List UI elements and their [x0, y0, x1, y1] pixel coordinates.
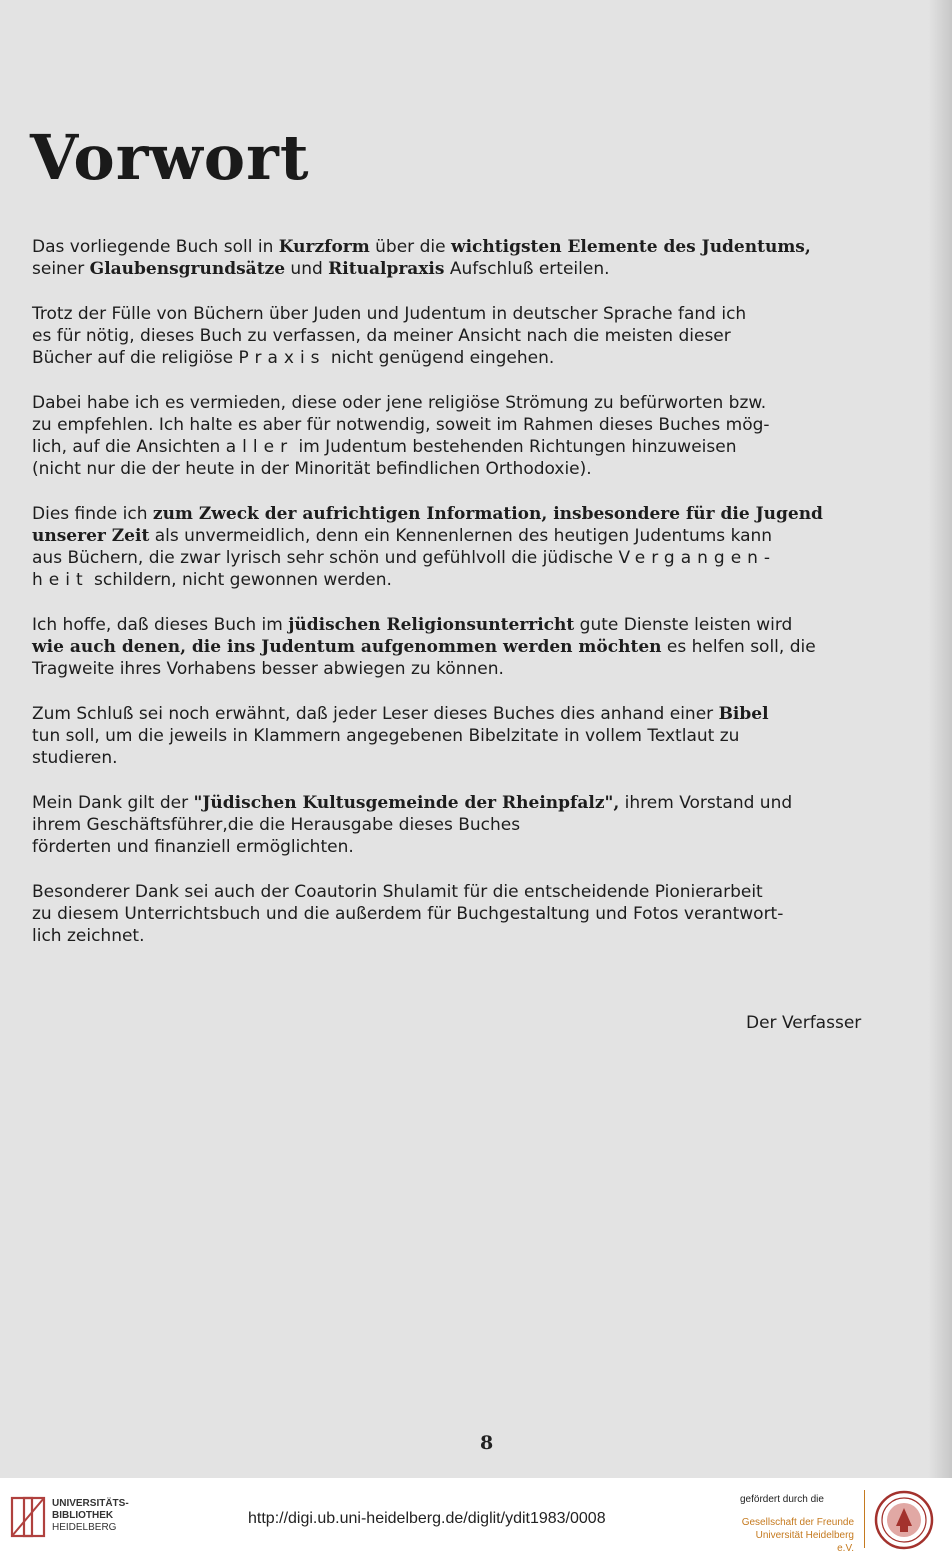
text-run: (nicht nur die der heute in der Minorität befindlichen Orthodoxie). [32, 459, 592, 479]
text-line [32, 236, 920, 258]
bold-phrase: Bibel [718, 704, 769, 724]
text-line [32, 836, 920, 858]
text-run: es helfen soll, die [661, 637, 816, 657]
spaced-phrase: aller [225, 437, 294, 457]
text-run: Besonderer Dank sei auch der Coautorin Shulamit für die entscheidende Pionierarbeit [32, 882, 763, 902]
text-line [32, 258, 920, 280]
text-run: Aufschluß erteilen. [444, 259, 610, 279]
paragraph [32, 392, 920, 480]
text-line [32, 881, 920, 903]
text-line [32, 303, 920, 325]
page-title: Vorwort [30, 121, 310, 194]
text-run: zu diesem Unterrichtsbuch und die außerdem für Buchgestaltung und Fotos verantwort- [32, 904, 784, 924]
library-name [52, 1498, 129, 1534]
text-line [32, 725, 920, 747]
text-run: nicht genügend eingehen. [325, 348, 555, 368]
text-run: Ich hoffe, daß dieses Buch im [32, 615, 289, 635]
sponsor-name [736, 1516, 854, 1555]
library-name-line: BIBLIOTHEK [52, 1510, 114, 1521]
text-run: es für nötig, dieses Buch zu verfassen, da meiner Ansicht nach die meisten dieser [32, 326, 731, 346]
text-run: Das vorliegende Buch soll in [32, 237, 279, 257]
text-line [32, 325, 920, 347]
paragraph [32, 881, 920, 947]
spaced-phrase: Praxis [238, 348, 326, 368]
text-run: tun soll, um die jeweils in Klammern angegebenen Bibelzitate in vollem Textlaut zu [32, 726, 740, 746]
university-seal-icon [874, 1490, 934, 1550]
text-line [32, 903, 920, 925]
text-line [32, 414, 920, 436]
text-run: als unvermeidlich, denn ein Kennenlernen des heutigen Judentums kann [149, 526, 773, 546]
text-run: Mein Dank gilt der [32, 793, 194, 813]
text-line [32, 547, 920, 569]
bold-phrase: Kurzform [278, 237, 370, 257]
funded-by-label: gefördert durch die [740, 1494, 824, 1505]
bold-phrase: jüdischen Religionsunterricht [288, 615, 575, 635]
digitization-footer [0, 1478, 952, 1557]
text-line [32, 525, 920, 547]
ub-heidelberg-logo-icon [10, 1496, 46, 1538]
text-line [32, 703, 920, 725]
text-run: studieren. [32, 748, 118, 768]
sponsor-line: Universität Heidelberg e.V. [755, 1530, 854, 1554]
text-run: aus Büchern, die zwar lyrisch sehr schön und gefühlvoll die jüdische [32, 548, 619, 568]
text-line [32, 614, 920, 636]
bold-phrase: Ritualpraxis [328, 259, 445, 279]
text-run: Zum Schluß sei noch erwähnt, daß jeder Leser dieses Buches dies anhand einer [32, 704, 719, 724]
text-run: zu empfehlen. Ich halte es aber für notwendig, soweit im Rahmen dieses Buches mög- [32, 415, 770, 435]
text-run: gute Dienste leisten wird [574, 615, 793, 635]
text-run: Tragweite ihres Vorhabens besser abwiegen zu können. [32, 659, 504, 679]
bold-phrase: Glaubensgrundsätze [89, 259, 286, 279]
page-number: 8 [480, 1432, 494, 1454]
text-run: ihrem Vorstand und [619, 793, 793, 813]
paragraph [32, 236, 920, 280]
text-run: Dabei habe ich es vermieden, diese oder jene religiöse Strömung zu befürworten bzw. [32, 393, 767, 413]
text-line [32, 792, 920, 814]
sponsor-line: Gesellschaft der Freunde [741, 1517, 854, 1528]
paragraph [32, 792, 920, 858]
text-run: Bücher auf die religiöse [32, 348, 239, 368]
text-line [32, 814, 920, 836]
footer-divider [864, 1490, 865, 1548]
paragraph [32, 703, 920, 769]
bold-phrase: "Jüdischen Kultusgemeinde der Rheinpfalz", [193, 793, 620, 813]
text-run: im Judentum bestehenden Richtungen hinzuweisen [293, 437, 737, 457]
text-line [32, 347, 920, 369]
text-line [32, 392, 920, 414]
spaced-phrase: Vergangen- [618, 548, 777, 568]
paragraph [32, 303, 920, 369]
text-line [32, 747, 920, 769]
bold-phrase: unserer Zeit [32, 526, 150, 546]
text-run: förderten und finanziell ermöglichten. [32, 837, 354, 857]
text-line [32, 436, 920, 458]
library-name-line: UNIVERSITÄTS- [52, 1498, 129, 1509]
author-signature: Der Verfasser [746, 1013, 862, 1033]
text-line [32, 458, 920, 480]
text-run: lich zeichnet. [32, 926, 145, 946]
text-run: über die [369, 237, 451, 257]
text-run: Trotz der Fülle von Büchern über Juden und Judentum in deutscher Sprache fand ich [32, 304, 747, 324]
bold-phrase: wichtigsten Elemente des Judentums, [450, 237, 811, 257]
text-line [32, 925, 920, 947]
text-run: Dies finde ich [32, 504, 153, 524]
text-line [32, 636, 920, 658]
text-run: seiner [32, 259, 90, 279]
text-run: schildern, nicht gewonnen werden. [88, 570, 392, 590]
paragraph [32, 614, 920, 680]
spaced-phrase: heit [32, 570, 89, 590]
text-line [32, 569, 920, 591]
text-line [32, 658, 920, 680]
bold-phrase: zum Zweck der aufrichtigen Information, insbesondere für die Jugend [152, 504, 823, 524]
text-run: ihrem Geschäftsführer,die die Herausgabe dieses Buches [32, 815, 521, 835]
permalink-url[interactable]: http://digi.ub.uni-heidelberg.de/diglit/ydit1983/0008 [248, 1510, 606, 1527]
library-name-line: HEIDELBERG [52, 1522, 117, 1533]
text-run: lich, auf die Ansichten [32, 437, 226, 457]
text-line [32, 503, 920, 525]
bold-phrase: wie auch denen, die ins Judentum aufgenommen werden möchten [32, 637, 662, 657]
text-run: und [285, 259, 329, 279]
paragraph [32, 503, 920, 591]
foreword-text [32, 236, 920, 970]
